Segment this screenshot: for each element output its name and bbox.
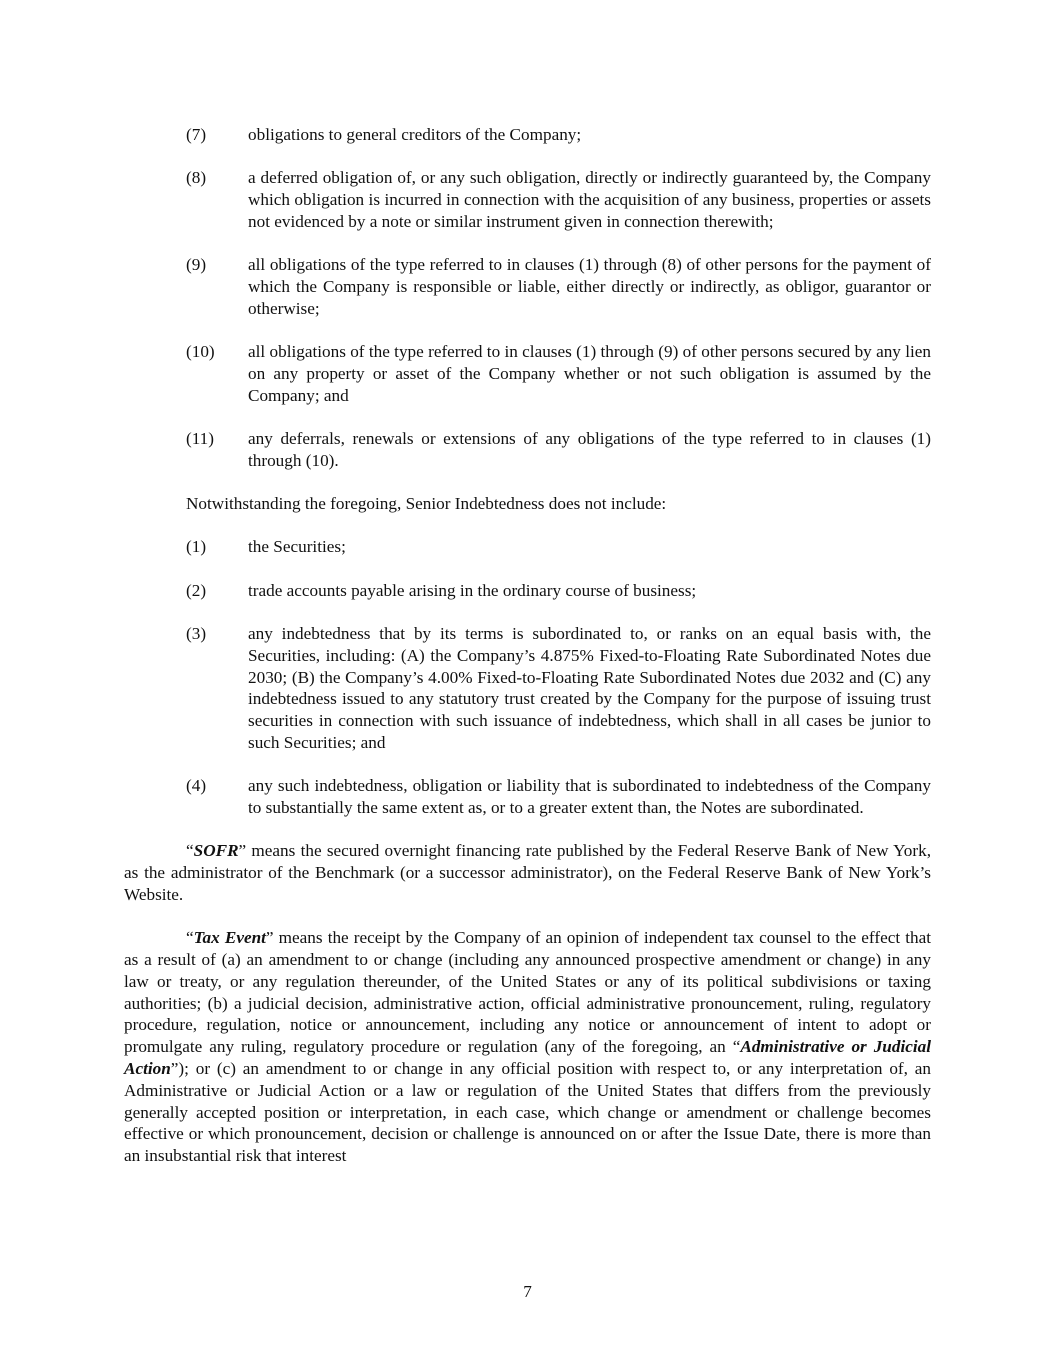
clause-text: obligations to general creditors of the Company;: [248, 125, 582, 144]
clause-number: (4): [186, 776, 207, 796]
exclusions-lead-sentence: Notwithstanding the foregoing, Senior Indebtedness does not include:: [186, 494, 667, 514]
list-item: [186, 254, 931, 319]
clause-text: trade accounts payable arising in the ordinary course of business;: [248, 580, 697, 600]
clause-number: (10): [186, 342, 215, 362]
list-item: [186, 341, 931, 406]
page-number: 7: [523, 1282, 532, 1301]
clause-number: (9): [186, 255, 207, 275]
list-item: [186, 124, 931, 146]
clause-number: (2): [186, 580, 207, 600]
tax-event-definition-paragraph: [124, 927, 931, 1167]
clause-text: any indebtedness that by its terms is subordinated to, or ranks on an equal basis with, the Securities, including: (A) the Company’s 4.875% Fixed-to-Floating Rate Subordinated Notes due 2030; (B) the Company’s 4.00% Fixed-to-Floating Rate Subordinated Notes due 2032 and (C) any indebtedness issued to any statutory trust created by the Company for the purpose of issuing trust securities in connection with such issuance of indebtedness, which shall in all cases be junior to such Securities; and: [248, 623, 931, 752]
clause-number: (7): [186, 125, 207, 144]
defined-term-sofr: SOFR: [193, 841, 239, 861]
clause-text: any such indebtedness, obligation or liability that is subordinated to indebtedness of the Company to substantially the same extent as, or to a greater extent than, the Notes are subordinated.: [248, 776, 931, 818]
list-item: [186, 428, 931, 472]
list-item: [186, 580, 931, 602]
defined-term-administrative-action: Administrative or Judicial Action: [124, 1037, 932, 1078]
sofr-definition-paragraph: [124, 840, 931, 905]
open-quote: “: [186, 928, 194, 948]
clause-number: (8): [186, 168, 207, 188]
open-quote: “: [186, 841, 194, 861]
clause-list-exclusions: [124, 536, 931, 818]
list-item: [186, 623, 931, 754]
clause-text: any deferrals, renewals or extensions of any obligations of the type referred to in clauses (1) through (10).: [248, 428, 931, 470]
clause-list-senior-indebtedness: [124, 124, 931, 472]
clause-number: (3): [186, 623, 207, 643]
definition-text-continued: ”); or (c) an amendment to or change in any official position with respect to, or any interpretation of, an Administrative or Judicial Action or a law or regulation of the United States that differs from the previously generally accepted position or interpretation, in each case, which change or amendment or challenge becomes effective or which pronouncement, decision or challenge is announced on or after the Issue Date, there is more than an insubstantial risk that interest: [124, 1059, 931, 1166]
defined-term-tax-event: Tax Event: [193, 928, 266, 948]
list-item: [186, 775, 931, 819]
clause-text: all obligations of the type referred to in clauses (1) through (9) of other persons secured by any lien on any property or asset of the Company whether or not such obligation is assumed by the Company; and: [248, 342, 931, 405]
definition-text: ” means the receipt by the Company of an opinion of independent tax counsel to the effect that as a result of (a) an amendment to or change (including any announced prospective amendment or change) in any law or treaty, or any regulation thereunder, of the United States or any of its political subdivisions or taxing authorities; (b) a judicial decision, administrative action, official administrative pronouncement, ruling, regulatory procedure, regulation, notice or announcement, including any notice or announcement of intent to adopt or promulgate any ruling, regulatory procedure or regulation (any of the foregoing, an “: [124, 928, 931, 1057]
clause-number: (11): [186, 428, 214, 448]
list-item: [186, 167, 931, 232]
definition-text: ” means the secured overnight financing rate published by the Federal Reserve Bank of New York, as the administrator of the Benchmark (or a successor administrator), on the Federal Reserve Bank of New York’s Website.: [124, 841, 931, 904]
clause-text: all obligations of the type referred to in clauses (1) through (8) of other persons for the payment of which the Company is responsible or liable, either directly or indirectly, as obligor, guarantor or otherwise;: [248, 255, 931, 318]
clause-number: (1): [186, 537, 207, 557]
clause-text: a deferred obligation of, or any such obligation, directly or indirectly guaranteed by, the Company which obligation is incurred in connection with the acquisition of any business, properties or assets not evidenced by a note or similar instrument given in connection therewith;: [248, 168, 931, 231]
list-item: [186, 536, 931, 558]
clause-text: the Securities;: [248, 537, 346, 557]
